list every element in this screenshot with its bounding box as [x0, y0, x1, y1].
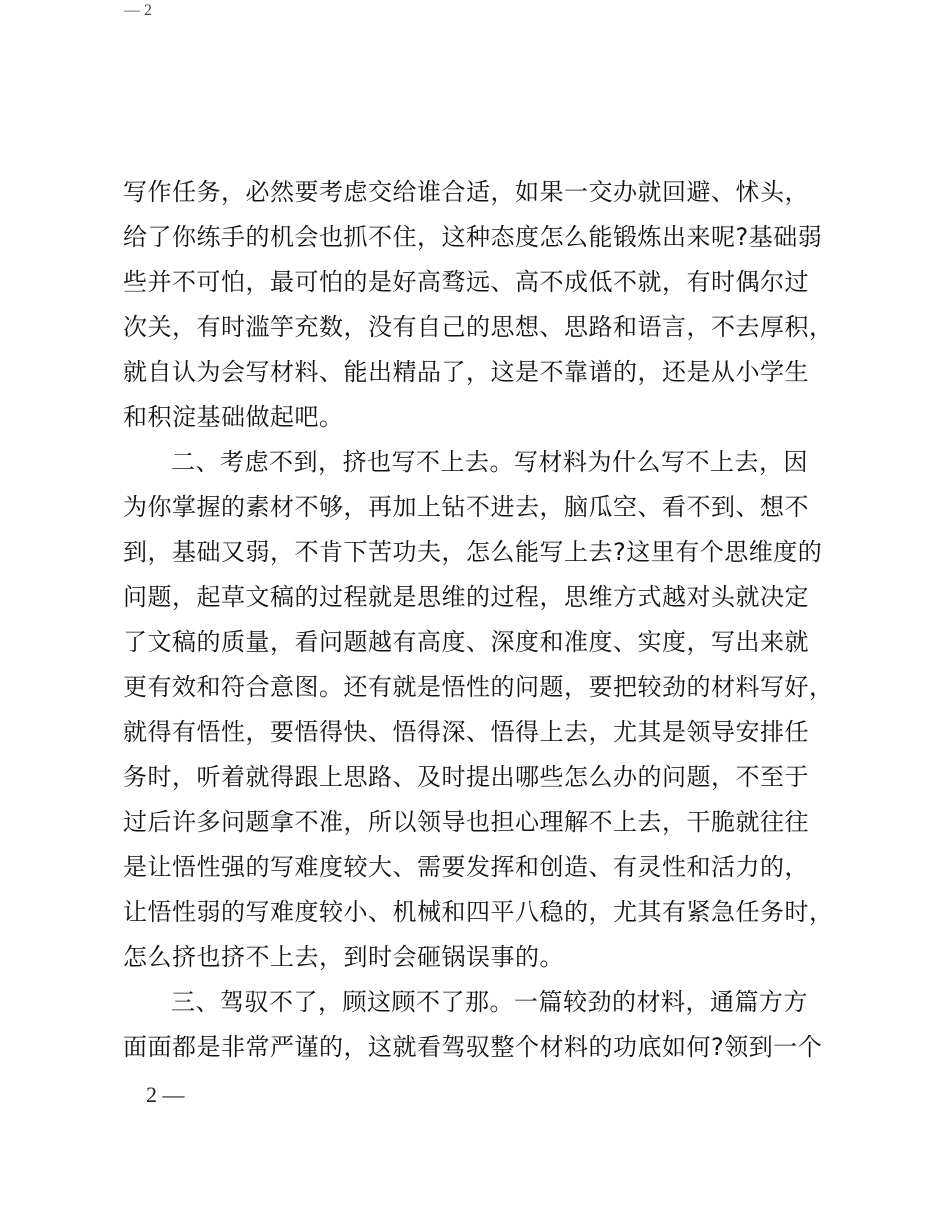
text-line: 问题，起草文稿的过程就是思维的过程，思维方式越对头就决定 — [123, 583, 809, 611]
text-line: 就得有悟性，要悟得快、悟得深、悟得上去，尤其是领导安排任 — [123, 718, 809, 746]
text-line: 让悟性弱的写难度较小、机械和四平八稳的，尤其有紧急任务时， — [123, 898, 834, 926]
text-line: 给了你练手的机会也抓不住，这种态度怎么能锻炼出来呢?基础弱 — [123, 223, 823, 251]
text-line: 就自认为会写材料、能出精品了，这是不靠谱的，还是从小学生 — [123, 358, 809, 386]
text-line: 三、驾驭不了，顾这顾不了那。一篇较劲的材料，通篇方方 — [171, 988, 808, 1016]
text-line: 二、考虑不到，挤也写不上去。写材料为什么写不上去，因 — [171, 448, 808, 476]
text-line: 面面都是非常严谨的，这就看驾驭整个材料的功底如何?领到一个 — [123, 1033, 823, 1061]
text-line: 是让悟性强的写难度较大、需要发挥和创造、有灵性和活力的， — [123, 853, 809, 881]
text-line: 务时，听着就得跟上思路、及时提出哪些怎么办的问题，不至于 — [123, 763, 809, 791]
body-text — [123, 170, 851, 1070]
page-header-number: — 2 — [124, 2, 152, 19]
text-line: 过后许多问题拿不准，所以领导也担心理解不上去，干脆就往往 — [123, 808, 809, 836]
text-line: 写作任务，必然要考虑交给谁合适，如果一交办就回避、怵头， — [123, 178, 809, 206]
text-line: 怎么挤也挤不上去，到时会砸锅误事的。 — [123, 943, 564, 971]
text-line: 更有效和符合意图。还有就是悟性的问题，要把较劲的材料写好， — [123, 673, 834, 701]
text-line: 次关，有时滥竽充数，没有自己的思想、思路和语言，不去厚积， — [123, 313, 834, 341]
text-line: 到，基础又弱，不肯下苦功夫，怎么能写上去?这里有个思维度的 — [123, 538, 823, 566]
page-footer-number: 2 — — [146, 1082, 185, 1107]
text-line: 和积淀基础做起吧。 — [123, 403, 344, 431]
text-line: 为你掌握的素材不够，再加上钻不进去，脑瓜空、看不到、想不 — [123, 493, 809, 521]
text-line: 了文稿的质量，看问题越有高度、深度和准度、实度，写出来就 — [123, 628, 809, 656]
text-line: 些并不可怕，最可怕的是好高骛远、高不成低不就，有时偶尔过 — [123, 268, 809, 296]
